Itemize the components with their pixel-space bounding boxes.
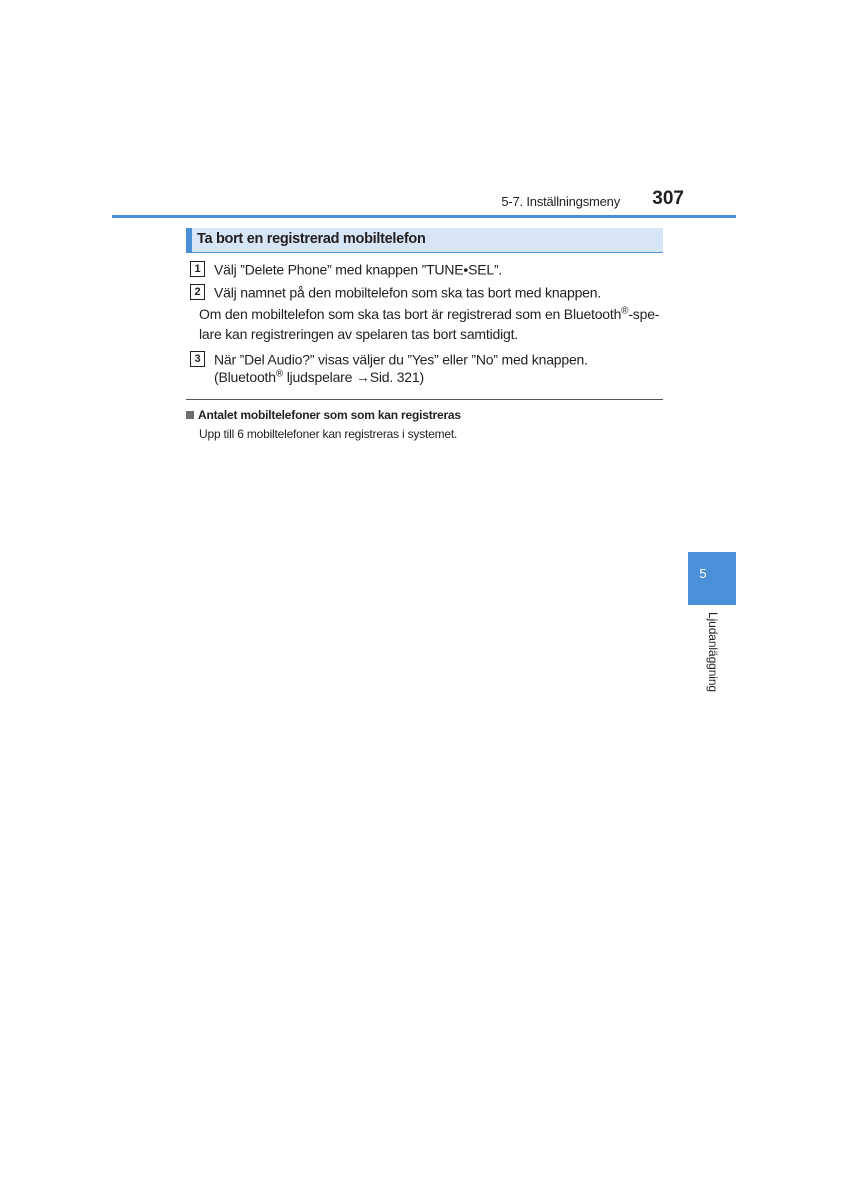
step-number: 3 (190, 351, 205, 367)
arrow-icon: → (355, 369, 370, 385)
paragraph-line-2: lare kan registreringen av spelaren tas bort samtidigt. (199, 326, 518, 342)
section-title: Ta bort en registrerad mobiltelefon (197, 231, 426, 247)
note-body: Upp till 6 mobiltelefoner kan registreras i systemet. (199, 427, 458, 441)
section-header: 5-7. Inställningsmeny (501, 194, 620, 209)
paragraph-line-1: Om den mobiltelefon som ska tas bort är registrerad som en Bluetooth®-spe- (199, 305, 660, 322)
title-accent (186, 228, 192, 252)
step-1 (190, 258, 502, 279)
divider (186, 399, 663, 400)
bluetooth-note-paragraph (199, 304, 659, 344)
step-text: Välj ”Delete Phone” med knappen ”TUNE•SEL”. (214, 261, 503, 278)
page-reference: (Bluetooth® ljudspelare →Sid. 321) (214, 368, 424, 385)
square-bullet-icon (186, 411, 194, 419)
section-title-bar (186, 228, 663, 253)
chapter-number: 5 (699, 566, 707, 581)
step-text: När ”Del Audio?” visas väljer du ”Yes” eller ”No” med knappen. (214, 351, 588, 368)
header-rule (112, 215, 736, 218)
step-2 (190, 281, 601, 302)
step-text: Välj namnet på den mobiltelefon som ska tas bort med knappen. (214, 284, 602, 301)
step-number: 2 (190, 284, 205, 300)
step-number: 1 (190, 261, 205, 277)
chapter-tab (688, 552, 736, 605)
chapter-label: Ljudanläggning (706, 612, 720, 693)
page-number: 307 (652, 188, 684, 209)
note-heading: Antalet mobiltelefoner som som kan registreras (186, 408, 461, 422)
